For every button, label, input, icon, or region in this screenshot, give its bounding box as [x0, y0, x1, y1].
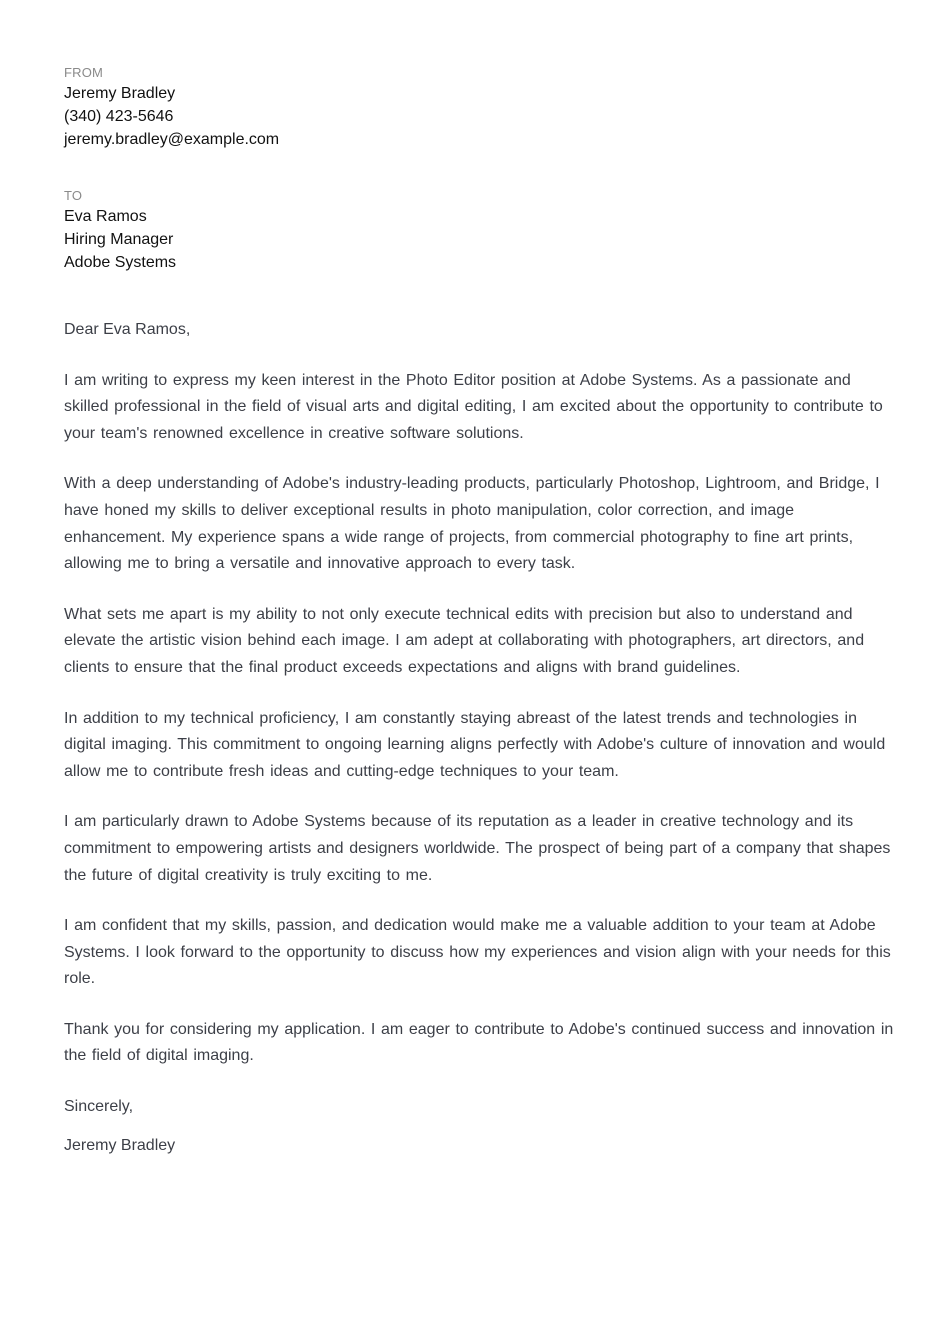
sender-block	[64, 64, 900, 151]
sender-name: Jeremy Bradley	[64, 85, 176, 102]
body-paragraph: With a deep understanding of Adobe's industry-leading products, particularly Photoshop, Lightroom, and Bridge, I have honed my skills to deliver exceptional results in photo manipulation, color correction, and image enhancement. My experience spans a wide range of projects, from commercial photography to fine art prints, allowing me to bring a versatile and innovative approach to every task.	[64, 475, 880, 573]
salutation: Dear Eva Ramos,	[64, 321, 191, 338]
body-paragraph: I am confident that my skills, passion, and dedication would make me a valuable addition to your team at Adobe Systems. I look forward to the opportunity to discuss how my experiences and vision align with your needs for this role.	[64, 917, 891, 988]
closing: Sincerely,	[64, 1098, 134, 1116]
letter-body	[64, 317, 900, 1159]
signature: Jeremy Bradley	[64, 1136, 176, 1154]
to-label: TO	[64, 188, 83, 203]
body-paragraph: I am writing to express my keen interest in the Photo Editor position at Adobe Systems. As a passionate and skilled professional in the field of visual arts and digital editing, I am excited about the opportunity to contribute to your team's renowned excellence in creative software solutions.	[64, 371, 883, 442]
recipient-title: Hiring Manager	[64, 231, 174, 248]
from-label: FROM	[64, 65, 104, 80]
cover-letter-page	[64, 64, 900, 1159]
body-paragraph: What sets me apart is my ability to not only execute technical edits with precision but also to understand and elevate the artistic vision behind each image. I am adept at collaborating with photographers, art directors, and clients to ensure that the final product exceeds expectations and aligns with brand guidelines.	[64, 605, 865, 676]
recipient-company: Adobe Systems	[64, 254, 177, 271]
body-paragraph: In addition to my technical proficiency, I am constantly staying abreast of the latest trends and technologies in digital imaging. This commitment to ongoing learning aligns perfectly with Adobe's culture of innovation and would allow me to contribute fresh ideas and cutting-edge techniques to your team.	[64, 709, 886, 780]
sender-phone: (340) 423-5646	[64, 108, 174, 125]
recipient-block	[64, 187, 900, 274]
sender-email: jeremy.bradley@example.com	[64, 131, 280, 148]
body-paragraph: I am particularly drawn to Adobe Systems because of its reputation as a leader in creative technology and its commitment to empowering artists and designers worldwide. The prospect of being part of a company that shapes the future of digital creativity is truly exciting to me.	[64, 813, 891, 884]
body-paragraph: Thank you for considering my application. I am eager to contribute to Adobe's continued success and innovation in the field of digital imaging.	[64, 1020, 894, 1065]
recipient-name: Eva Ramos	[64, 208, 147, 225]
